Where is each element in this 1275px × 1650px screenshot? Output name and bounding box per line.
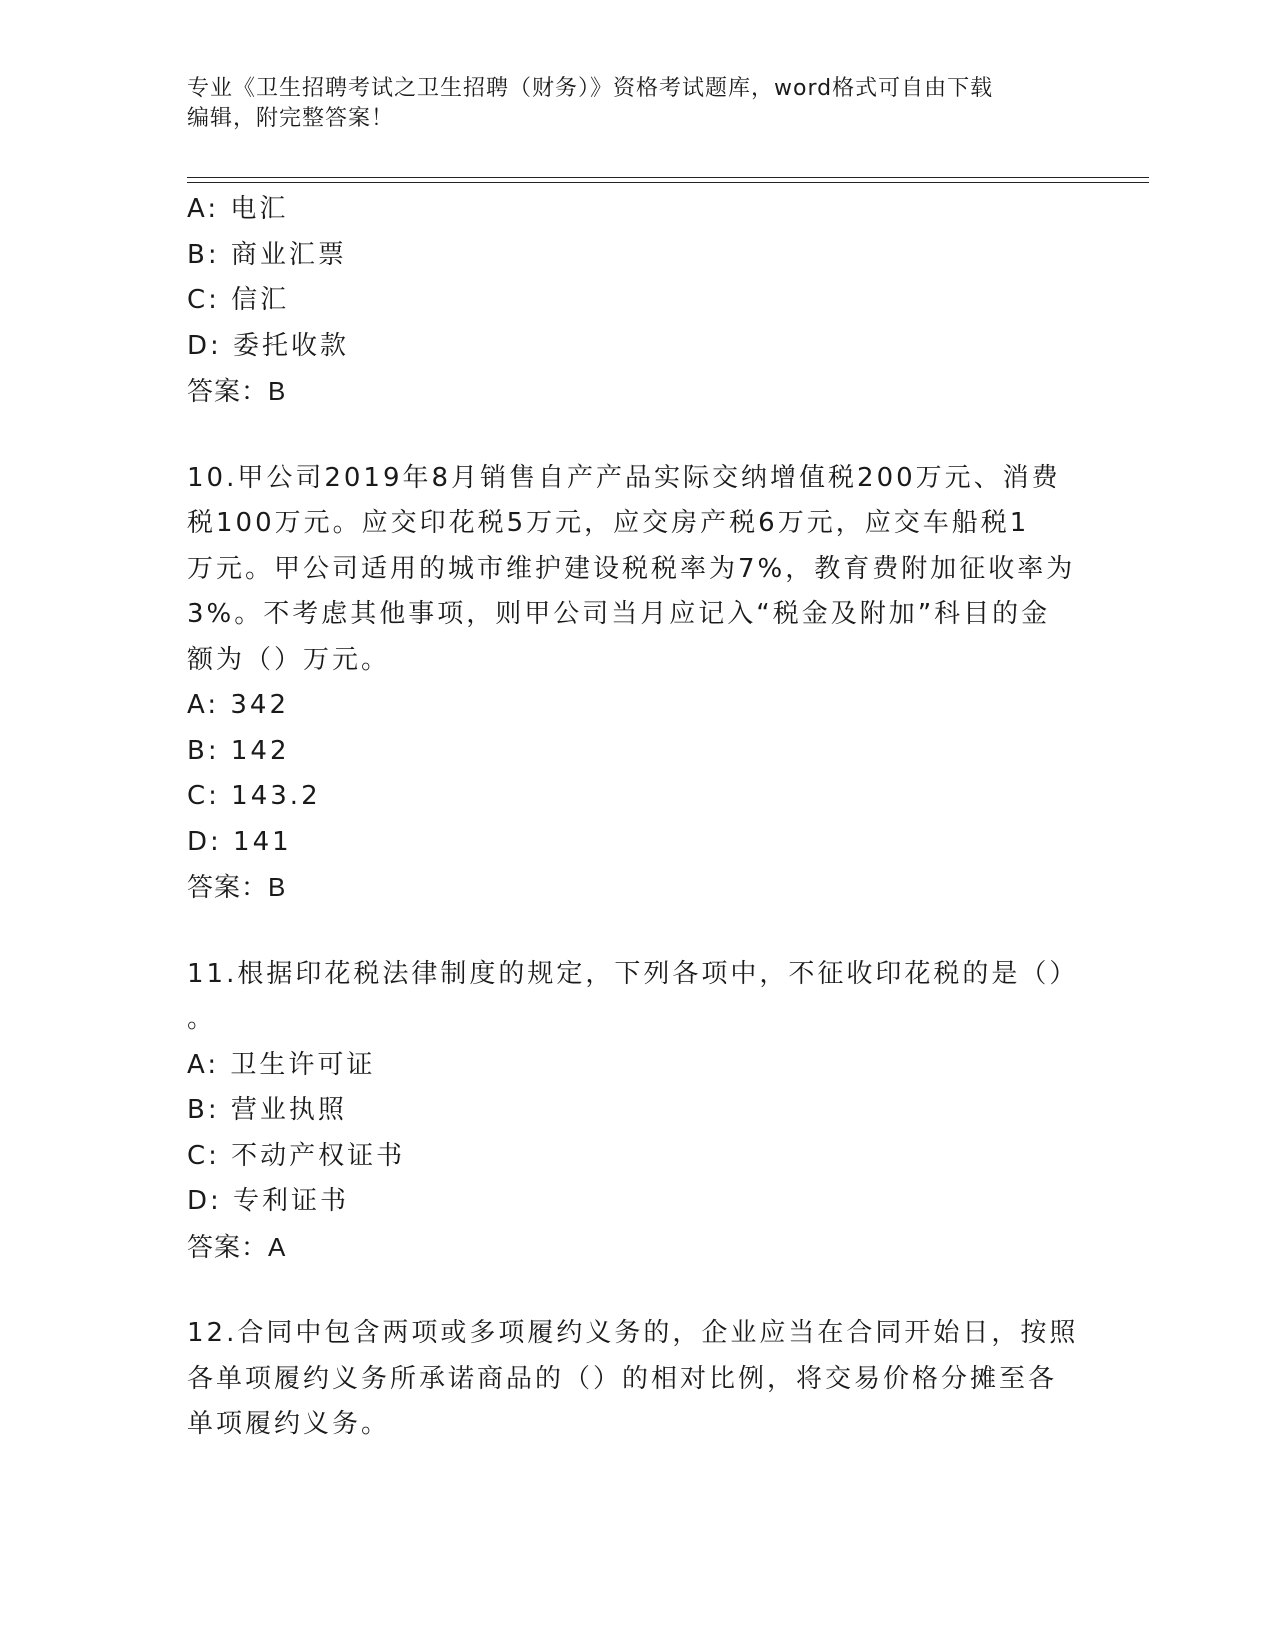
question-11-stem-line-2: 。 (187, 1004, 217, 1034)
question-11 (187, 952, 1077, 1271)
question-11-answer: 答案：A (187, 1231, 287, 1262)
question-10 (187, 456, 1077, 911)
question-10-stem-line-5: 额为（）万元。 (187, 644, 391, 675)
question-12-stem-line-3: 单项履约义务。 (187, 1409, 391, 1439)
question-list (187, 187, 1077, 1448)
question-10-option-d: D: 141 (187, 826, 292, 857)
question-10-stem-line-1: 10.甲公司2019年8月销售自产产品实际交纳增值税200万元、消费 (187, 462, 1061, 493)
header-divider-bottom (187, 182, 1149, 183)
document-header (187, 74, 1067, 134)
question-9-option-d: D: 委托收款 (187, 330, 350, 361)
question-12-stem-line-2: 各单项履约义务所承诺商品的（）的相对比例，将交易价格分摊至各 (187, 1363, 1058, 1394)
question-11-stem-line-1: 11.根据印花税法律制度的规定，下列各项中，不征收印花税的是（） (187, 958, 1079, 989)
question-11-option-c: C: 不动产权证书 (187, 1140, 406, 1171)
question-10-option-c: C: 143.2 (187, 781, 321, 811)
question-9-option-a: A: 电汇 (187, 194, 289, 224)
question-11-option-d: D: 专利证书 (187, 1186, 350, 1216)
question-10-option-a: A: 342 (187, 690, 289, 720)
question-10-stem-line-4: 3%。不考虑其他事项，则甲公司当月应记入“税金及附加”科目的金 (187, 599, 1051, 629)
header-title-line-1: 专业《卫生招聘考试之卫生招聘（财务）》资格考试题库，word格式可自由下载 (187, 76, 994, 101)
question-10-stem-line-2: 税100万元。应交印花税5万元，应交房产税6万元，应交车船税1 (187, 508, 1030, 538)
question-12-stem-line-1: 12.合同中包含两项或多项履约义务的，企业应当在合同开始日，按照 (187, 1318, 1079, 1348)
question-9-option-b: B: 商业汇票 (187, 239, 347, 270)
header-title-line-2: 编辑，附完整答案！ (187, 106, 395, 131)
question-10-stem-line-3: 万元。甲公司适用的城市维护建设税税率为7%，教育费附加征收率为 (187, 553, 1076, 584)
question-10-option-b: B: 142 (187, 735, 290, 766)
question-10-answer: 答案：B (187, 872, 287, 902)
question-12 (187, 1311, 1077, 1448)
question-11-option-b: B: 营业执照 (187, 1095, 347, 1125)
header-divider-top (187, 177, 1149, 178)
question-9 (187, 187, 1077, 415)
question-9-option-c: C: 信汇 (187, 285, 290, 315)
question-11-option-a: A: 卫生许可证 (187, 1049, 376, 1080)
question-9-answer: 答案：B (187, 376, 287, 406)
